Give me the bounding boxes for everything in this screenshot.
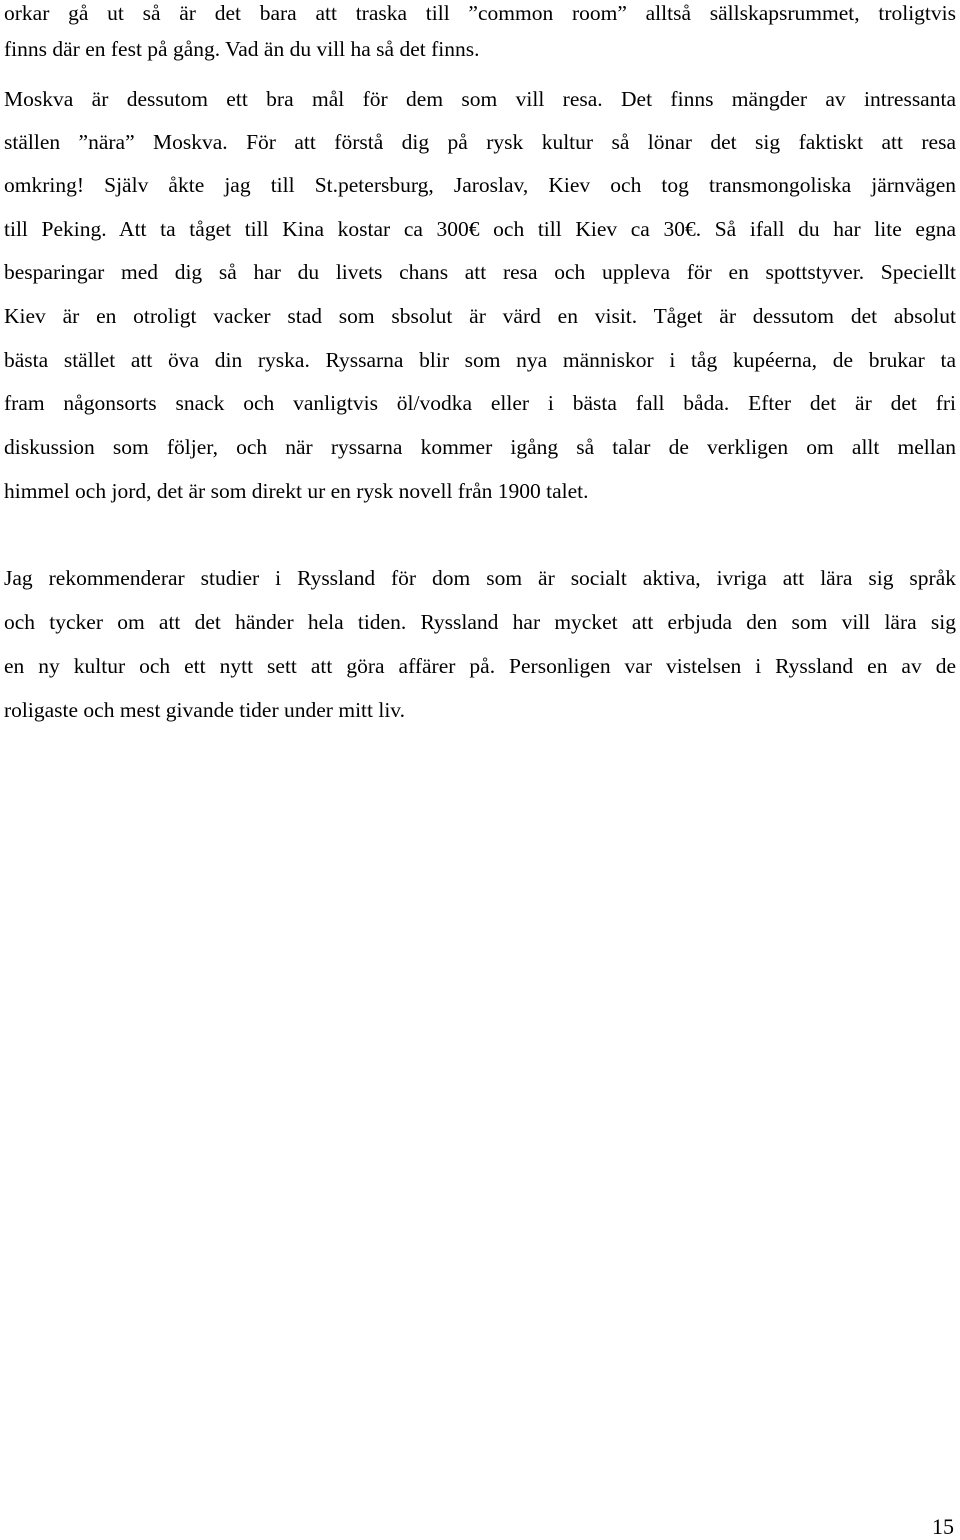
text-line: bästa stället att öva din ryska. Ryssarna blir som nya människor i tåg kupéerna, de brukar ta [4, 348, 956, 372]
text-line: omkring! Själv åkte jag till St.petersburg, Jaroslav, Kiev och tog transmongoliska järnvägen [4, 173, 956, 197]
text-line: och tycker om att det händer hela tiden. Ryssland har mycket att erbjuda den som vill lära sig [4, 610, 956, 634]
page-number: 15 [932, 1514, 954, 1539]
text-line: en ny kultur och ett nytt sett att göra affärer på. Personligen var vistelsen i Ryssland en av de [4, 654, 956, 678]
text-line: besparingar med dig så har du livets chans att resa och uppleva för en spottstyver. Speciellt [4, 260, 956, 284]
text-line: finns där en fest på gång. Vad än du vill ha så det finns. [4, 37, 480, 61]
text-line: orkar gå ut så är det bara att traska till ”common room” alltså sällskapsrummet, troligtvis [4, 1, 956, 25]
text-line: Kiev är en otroligt vacker stad som sbsolut är värd en visit. Tåget är dessutom det absolut [4, 304, 956, 328]
text-line: diskussion som följer, och när ryssarna kommer igång så talar de verkligen om allt mellan [4, 435, 956, 459]
text-line: ställen ”nära” Moskva. För att förstå dig på rysk kultur så lönar det sig faktiskt att resa [4, 130, 956, 154]
text-line: Jag rekommenderar studier i Ryssland för dom som är socialt aktiva, ivriga att lära sig språk [4, 566, 956, 590]
text-line: himmel och jord, det är som direkt ur en rysk novell från 1900 talet. [4, 479, 589, 503]
text-line: roligaste och mest givande tider under mitt liv. [4, 698, 406, 722]
text-line: till Peking. Att ta tåget till Kina kostar ca 300€ och till Kiev ca 30€. Så ifall du har lite egna [4, 217, 956, 241]
text-line: Moskva är dessutom ett bra mål för dem som vill resa. Det finns mängder av intressanta [4, 87, 956, 111]
text-line: fram någonsorts snack och vanligtvis öl/vodka eller i bästa fall båda. Efter det är det fri [4, 391, 956, 415]
